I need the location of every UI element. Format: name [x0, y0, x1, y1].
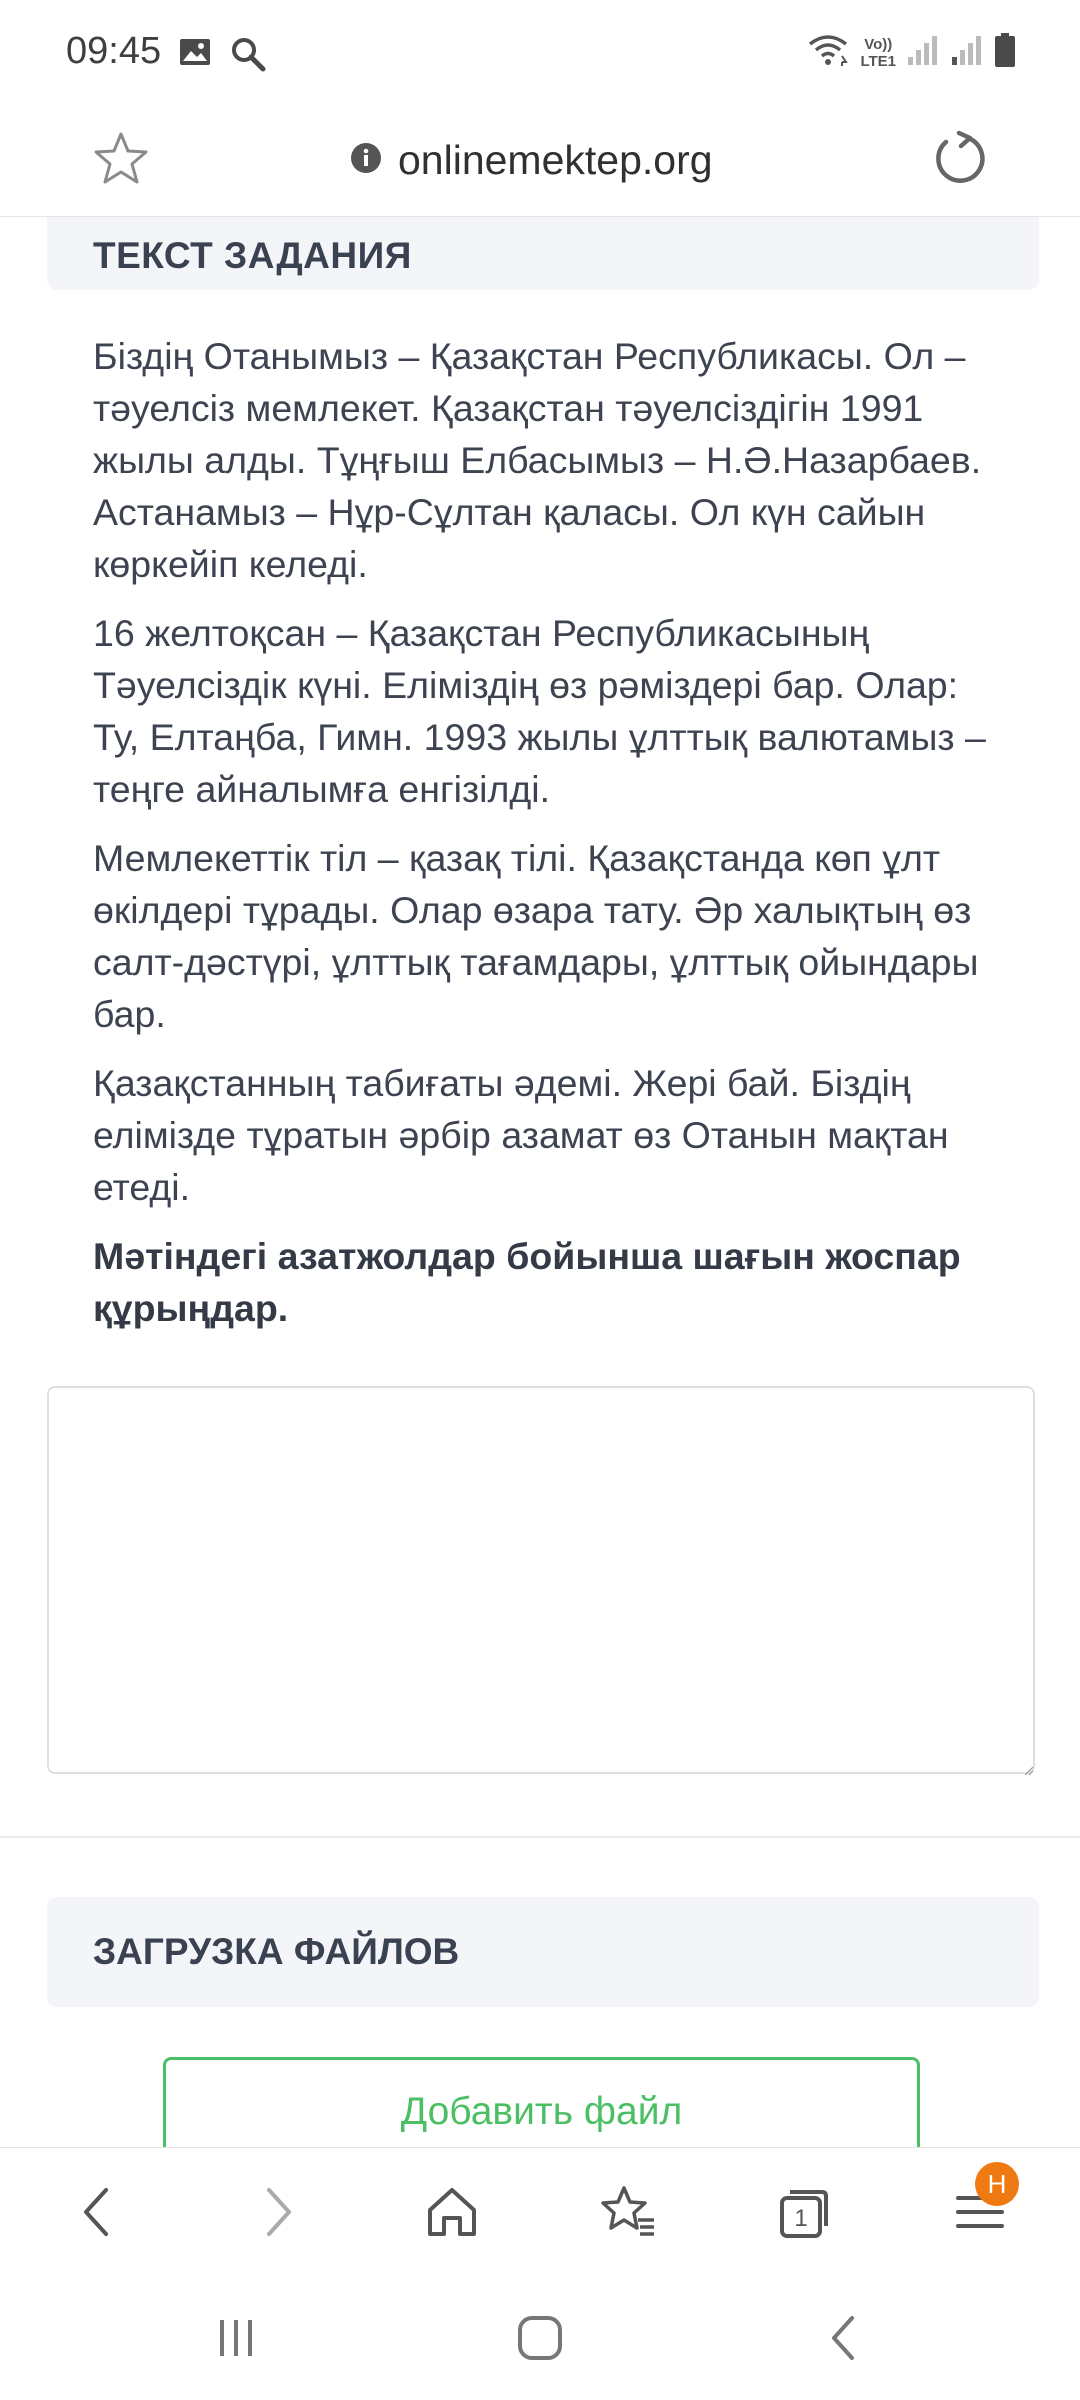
url-field[interactable] [350, 130, 713, 190]
menu-badge: H [975, 2162, 1019, 2206]
status-right-icons [806, 32, 1016, 73]
battery-icon [994, 32, 1016, 73]
volte-label-top: Vo)) [864, 35, 893, 53]
back-icon[interactable] [818, 2312, 870, 2364]
forward-icon[interactable] [245, 2180, 309, 2244]
volte-lte-icon [860, 36, 896, 70]
back-icon[interactable] [66, 2180, 130, 2244]
upload-header [47, 1897, 1039, 2007]
reload-icon[interactable] [928, 128, 990, 190]
signal-icon-2 [950, 33, 984, 72]
task-instruction: Мәтіндегі азатжолдар бойынша шағын жоспар құрыңдар. [93, 1235, 961, 1329]
wifi-calling-icon [806, 32, 850, 73]
task-paragraph: Мемлекеттік тіл – қазақ тілі. Қазақстанда көп ұлт өкілдері тұрады. Олар өзара тату. Әр халықтың өз салт-дәстүрі, ұлттық тағамдары, ұлттық ойындары бар. [93, 837, 979, 1035]
upload-header-label: ЗАГРУЗКА ФАЙЛОВ [93, 1931, 460, 1972]
status-bar [0, 0, 1080, 108]
task-text [93, 330, 1013, 1351]
task-paragraph: Қазақстанның табиғаты әдемі. Жері бай. Біздің елімізде тұратын әрбір азамат өз Отанын мақтан етеді. [93, 1062, 949, 1208]
add-file-button[interactable]: Добавить файл [163, 2057, 920, 2147]
system-nav [0, 2272, 1080, 2400]
volte-label-bottom: LTE1 [860, 52, 896, 70]
home-icon[interactable] [420, 2180, 484, 2244]
address-bar [0, 108, 1080, 217]
task-header [47, 217, 1039, 290]
home-icon[interactable] [514, 2312, 566, 2364]
section-divider [0, 1836, 1080, 1838]
tabs-count: 1 [794, 2205, 808, 2232]
status-left-icons [178, 36, 266, 77]
task-paragraph: 16 желтоқсан – Қазақстан Республикасының Тәуелсіздік күні. Еліміздің өз рәміздері бар. Олар: Ту, Елтаңба, Гимн. 1993 жылы ұлттық валютамыз – теңге айналымға енгізілді. [93, 612, 986, 810]
tabs-icon[interactable] [772, 2180, 836, 2244]
search-icon [230, 36, 266, 77]
resize-grip-icon[interactable] [1024, 1763, 1034, 1773]
task-paragraph: Біздің Отанымыз – Қазақстан Республикасы. Ол – тәуелсіз мемлекет. Қазақстан тәуелсіздігін 1991 жылы алды. Тұңғыш Елбасымыз – Н.Ә.Назарбаев. Астанамыз – Нұр-Сұлтан қаласы. Ол күн сайын көркейіп келеді. [93, 335, 982, 585]
gallery-icon [178, 36, 212, 77]
info-icon [350, 142, 382, 179]
browser-toolbar [0, 2147, 1080, 2273]
recents-icon[interactable] [210, 2312, 262, 2364]
star-icon[interactable] [90, 128, 152, 190]
bookmarks-icon[interactable] [596, 2180, 660, 2244]
page-content [0, 217, 1080, 2147]
signal-icon [906, 33, 940, 72]
task-header-label: ТЕКСТ ЗАДАНИЯ [93, 235, 412, 276]
status-time: 09:45 [66, 30, 162, 72]
answer-textarea[interactable] [47, 1386, 1035, 1774]
url-text: onlinemektep.org [398, 136, 713, 183]
